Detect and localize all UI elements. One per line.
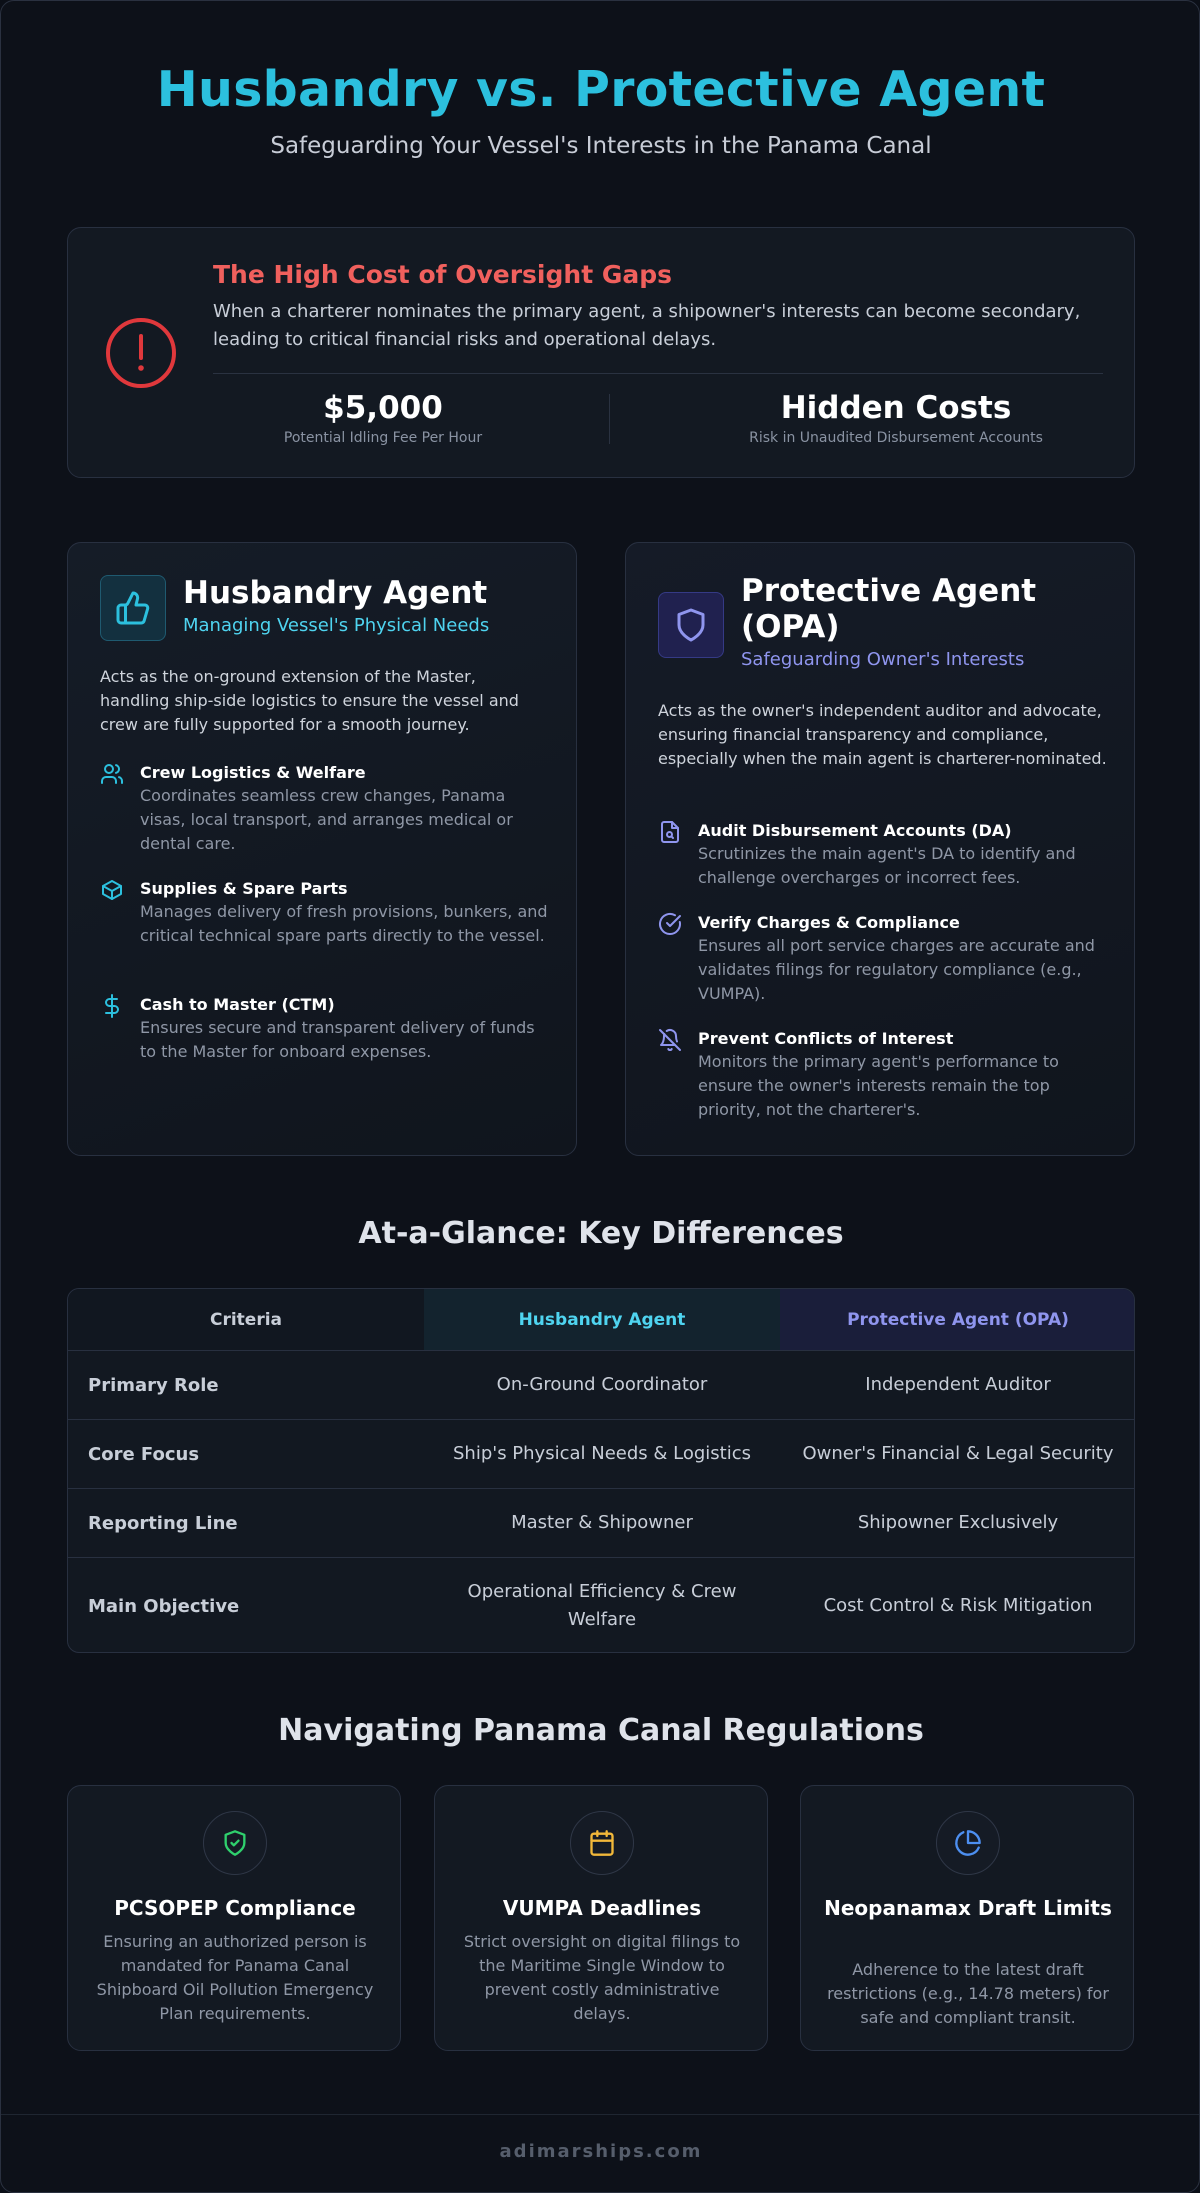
feature-item xyxy=(100,994,550,1064)
pie-chart-icon xyxy=(936,1811,1000,1875)
feature-title: Cash to Master (CTM) xyxy=(140,995,335,1014)
row-criteria: Reporting Line xyxy=(88,1512,238,1534)
regulation-title: Neopanamax Draft Limits xyxy=(824,1896,1112,1920)
feature-item xyxy=(658,1028,1108,1122)
husbandry-subtitle: Managing Vessel's Physical Needs xyxy=(183,615,490,636)
alert-card xyxy=(67,227,1135,478)
stat-value: Hidden Costs xyxy=(780,390,1012,426)
husbandry-description: Acts as the on-ground extension of the Master, handling ship-side logistics to ensure the vessel and crew are fully supported for a smooth journey. xyxy=(100,667,519,734)
feature-title: Audit Disbursement Accounts (DA) xyxy=(698,821,1012,840)
feature-text: Manages delivery of fresh provisions, bunkers, and critical technical spare parts directly to the vessel. xyxy=(140,902,548,945)
comparison-table xyxy=(67,1288,1135,1653)
row-husbandry: Ship's Physical Needs & Logistics xyxy=(452,1443,751,1464)
calendar-icon xyxy=(570,1811,634,1875)
feature-title: Verify Charges & Compliance xyxy=(698,913,960,932)
regulations-heading: Navigating Panama Canal Regulations xyxy=(278,1713,924,1748)
row-husbandry: Master & Shipowner xyxy=(511,1512,693,1533)
table-row xyxy=(68,1350,1135,1419)
shield-check-icon xyxy=(203,1811,267,1875)
regulation-text: Ensuring an authorized person is mandated for Panama Canal Shipboard Oil Pollution Emergency Plan requirements. xyxy=(96,1932,374,2023)
stat-divider xyxy=(609,394,610,444)
row-husbandry: Operational Efficiency & Crew Welfare xyxy=(467,1581,737,1630)
protective-subtitle: Safeguarding Owner's Interests xyxy=(741,649,1025,670)
feature-text: Coordinates seamless crew changes, Panama visas, local transport, and arranges medical or dental care. xyxy=(140,786,513,853)
protective-agent-card xyxy=(625,542,1135,1156)
regulation-text: Adherence to the latest draft restrictions (e.g., 14.78 meters) for safe and compliant transit. xyxy=(827,1960,1109,2027)
stat-label: Potential Idling Fee Per Hour xyxy=(283,430,483,446)
husbandry-title: Husbandry Agent xyxy=(183,575,488,611)
row-protective: Independent Auditor xyxy=(865,1374,1051,1395)
regulation-card xyxy=(800,1785,1134,2051)
feature-item xyxy=(100,762,550,856)
check-circle-icon xyxy=(658,912,682,936)
package-icon xyxy=(100,878,124,902)
file-search-icon xyxy=(658,820,682,844)
row-protective: Shipowner Exclusively xyxy=(857,1512,1059,1533)
feature-text: Scrutinizes the main agent's DA to identify and challenge overcharges or incorrect fees. xyxy=(698,844,1076,887)
stat-hidden-costs xyxy=(726,388,1066,446)
stat-label: Risk in Unaudited Disbursement Accounts xyxy=(749,430,1043,446)
table-row xyxy=(68,1557,1135,1653)
row-protective: Cost Control & Risk Mitigation xyxy=(823,1595,1093,1616)
users-icon xyxy=(100,762,124,786)
page-header xyxy=(1,59,1200,159)
feature-title: Prevent Conflicts of Interest xyxy=(698,1029,954,1048)
husbandry-agent-card xyxy=(67,542,577,1156)
table-row xyxy=(68,1488,1135,1557)
regulation-title: PCSOPEP Compliance xyxy=(114,1896,356,1920)
page-title: Husbandry vs. Protective Agent xyxy=(156,61,1046,118)
footer-divider xyxy=(1,2114,1200,2115)
protective-description: Acts as the owner's independent auditor and advocate, ensuring financial transparency and compliance, especially when the main agent is charterer-nominated. xyxy=(658,701,1107,768)
regulation-card xyxy=(67,1785,401,2051)
comparison-heading: At-a-Glance: Key Differences xyxy=(358,1216,844,1251)
protective-title: Protective Agent (OPA) xyxy=(741,573,1037,645)
feature-item xyxy=(100,878,550,948)
alert-text: When a charterer nominates the primary agent, a shipowner's interests can become secondary, leading to critical financial risks and operational delays. xyxy=(213,301,1081,350)
row-protective: Owner's Financial & Legal Security xyxy=(802,1443,1114,1464)
page-subtitle: Safeguarding Your Vessel's Interests in the Panama Canal xyxy=(270,133,932,159)
feature-title: Supplies & Spare Parts xyxy=(140,879,348,898)
alert-circle-icon xyxy=(104,316,178,390)
feature-item xyxy=(658,912,1108,1006)
table-row xyxy=(68,1419,1135,1488)
feature-title: Crew Logistics & Welfare xyxy=(140,763,366,782)
shield-icon xyxy=(658,592,724,658)
footer-domain: adimarships.com xyxy=(499,2141,703,2162)
feature-item xyxy=(658,820,1108,890)
feature-text: Ensures secure and transparent delivery of funds to the Master for onboard expenses. xyxy=(140,1018,535,1061)
thumbs-up-icon xyxy=(100,575,166,641)
table-header-criteria: Criteria xyxy=(68,1289,424,1350)
table-header-protective: Protective Agent (OPA) xyxy=(780,1289,1135,1350)
stat-idling-fee xyxy=(213,388,553,446)
dollar-icon xyxy=(100,994,124,1018)
regulation-title: VUMPA Deadlines xyxy=(502,1896,702,1920)
table-header-husbandry: Husbandry Agent xyxy=(424,1289,780,1350)
feature-text: Monitors the primary agent's performance to ensure the owner's interests remain the top priority, not the charterer's. xyxy=(698,1052,1059,1119)
stat-value: $5,000 xyxy=(323,390,443,426)
row-criteria: Core Focus xyxy=(88,1443,200,1465)
regulation-card xyxy=(434,1785,768,2051)
row-husbandry: On-Ground Coordinator xyxy=(496,1374,708,1395)
row-criteria: Main Objective xyxy=(88,1595,240,1617)
feature-text: Ensures all port service charges are accurate and validates filings for regulatory compliance (e.g., VUMPA). xyxy=(698,936,1095,1003)
row-criteria: Primary Role xyxy=(88,1374,219,1396)
regulation-text: Strict oversight on digital filings to the Maritime Single Window to prevent costly administrative delays. xyxy=(463,1932,741,2023)
divider xyxy=(213,373,1103,374)
bell-off-icon xyxy=(658,1028,682,1052)
alert-title: The High Cost of Oversight Gaps xyxy=(213,260,673,289)
